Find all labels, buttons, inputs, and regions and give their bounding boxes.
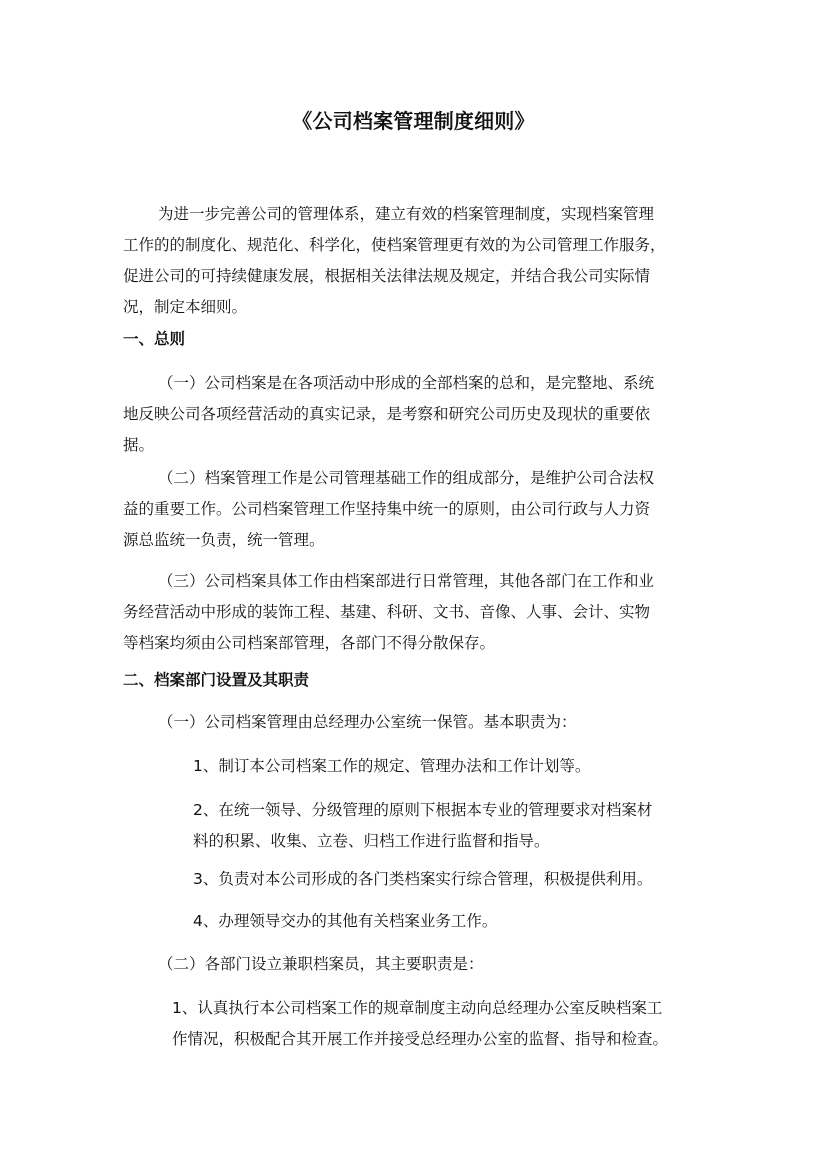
subsection-line: （一）公司档案管理由总经理办公室统一保管。基本职责为： [158, 713, 577, 731]
paragraph-line: （三）公司档案具体工作由档案部进行日常管理，其他各部门在工作和业 [158, 572, 655, 590]
list-item-line: 1、认真执行本公司档案工作的规章制度主动向总经理办公室反映档案工 [172, 999, 663, 1017]
subsection-line: （二）各部门设立兼职档案员，其主要职责是： [158, 955, 484, 973]
paragraph-line: 地反映公司各项经营活动的真实记录，是考察和研究公司历史及现状的重要依 [123, 405, 651, 423]
list-item-line: 1、制订本公司档案工作的规定、管理办法和工作计划等。 [193, 757, 591, 775]
paragraph-line: 源总监统一负责，统一管理。 [123, 531, 325, 549]
list-item-line: 料的积累、收集、立卷、归档工作进行监督和指导。 [193, 832, 550, 850]
list-item-line: 2、在统一领导、分级管理的原则下根据本专业的管理要求对档案材 [193, 801, 653, 819]
subsection-intro [158, 949, 484, 980]
intro-paragraph [123, 199, 666, 323]
list-item [193, 906, 497, 937]
paragraph-line: 据。 [123, 436, 155, 454]
section-heading: 一、总则 [123, 330, 186, 348]
subsection-intro [158, 707, 577, 738]
paragraph [123, 566, 654, 659]
list-item [172, 993, 668, 1055]
list-item-line: 4、办理领导交办的其他有关档案业务工作。 [193, 912, 498, 930]
list-item [193, 864, 652, 895]
intro-line: 促进公司的可持续健康发展，根据相关法律法规及规定，并结合我公司实际情 [123, 267, 651, 285]
list-item-line: 作情况，积极配合其开展工作并接受总经理办公室的监督、指导和检查。 [172, 1030, 669, 1048]
paragraph [123, 368, 654, 461]
paragraph-line: （一）公司档案是在各项活动中形成的全部档案的总和，是完整地、系统 [158, 374, 655, 392]
intro-line: 工作的的制度化、规范化、科学化，使档案管理更有效的为公司管理工作服务， [123, 236, 666, 254]
document-title: 《公司档案管理制度细则》 [292, 109, 535, 133]
list-item [193, 751, 590, 782]
paragraph-line: 务经营活动中形成的装饰工程、基建、科研、文书、音像、人事、会计、实物 [123, 603, 651, 621]
paragraph-line: （二）档案管理工作是公司管理基础工作的组成部分，是维护公司合法权 [158, 469, 655, 487]
intro-line: 况，制定本细则。 [123, 298, 248, 316]
paragraph-line: 等档案均须由公司档案部管理，各部门不得分散保存。 [123, 634, 496, 652]
section-heading: 二、档案部门设置及其职责 [123, 671, 310, 689]
paragraph-line: 益的重要工作。公司档案管理工作坚持集中统一的原则，由公司行政与人力资 [123, 500, 651, 518]
intro-line: 为进一步完善公司的管理体系，建立有效的档案管理制度，实现档案管理 [158, 205, 655, 223]
list-item [193, 795, 652, 857]
list-item-line: 3、负责对本公司形成的各门类档案实行综合管理，积极提供利用。 [193, 870, 653, 888]
paragraph [123, 463, 654, 556]
